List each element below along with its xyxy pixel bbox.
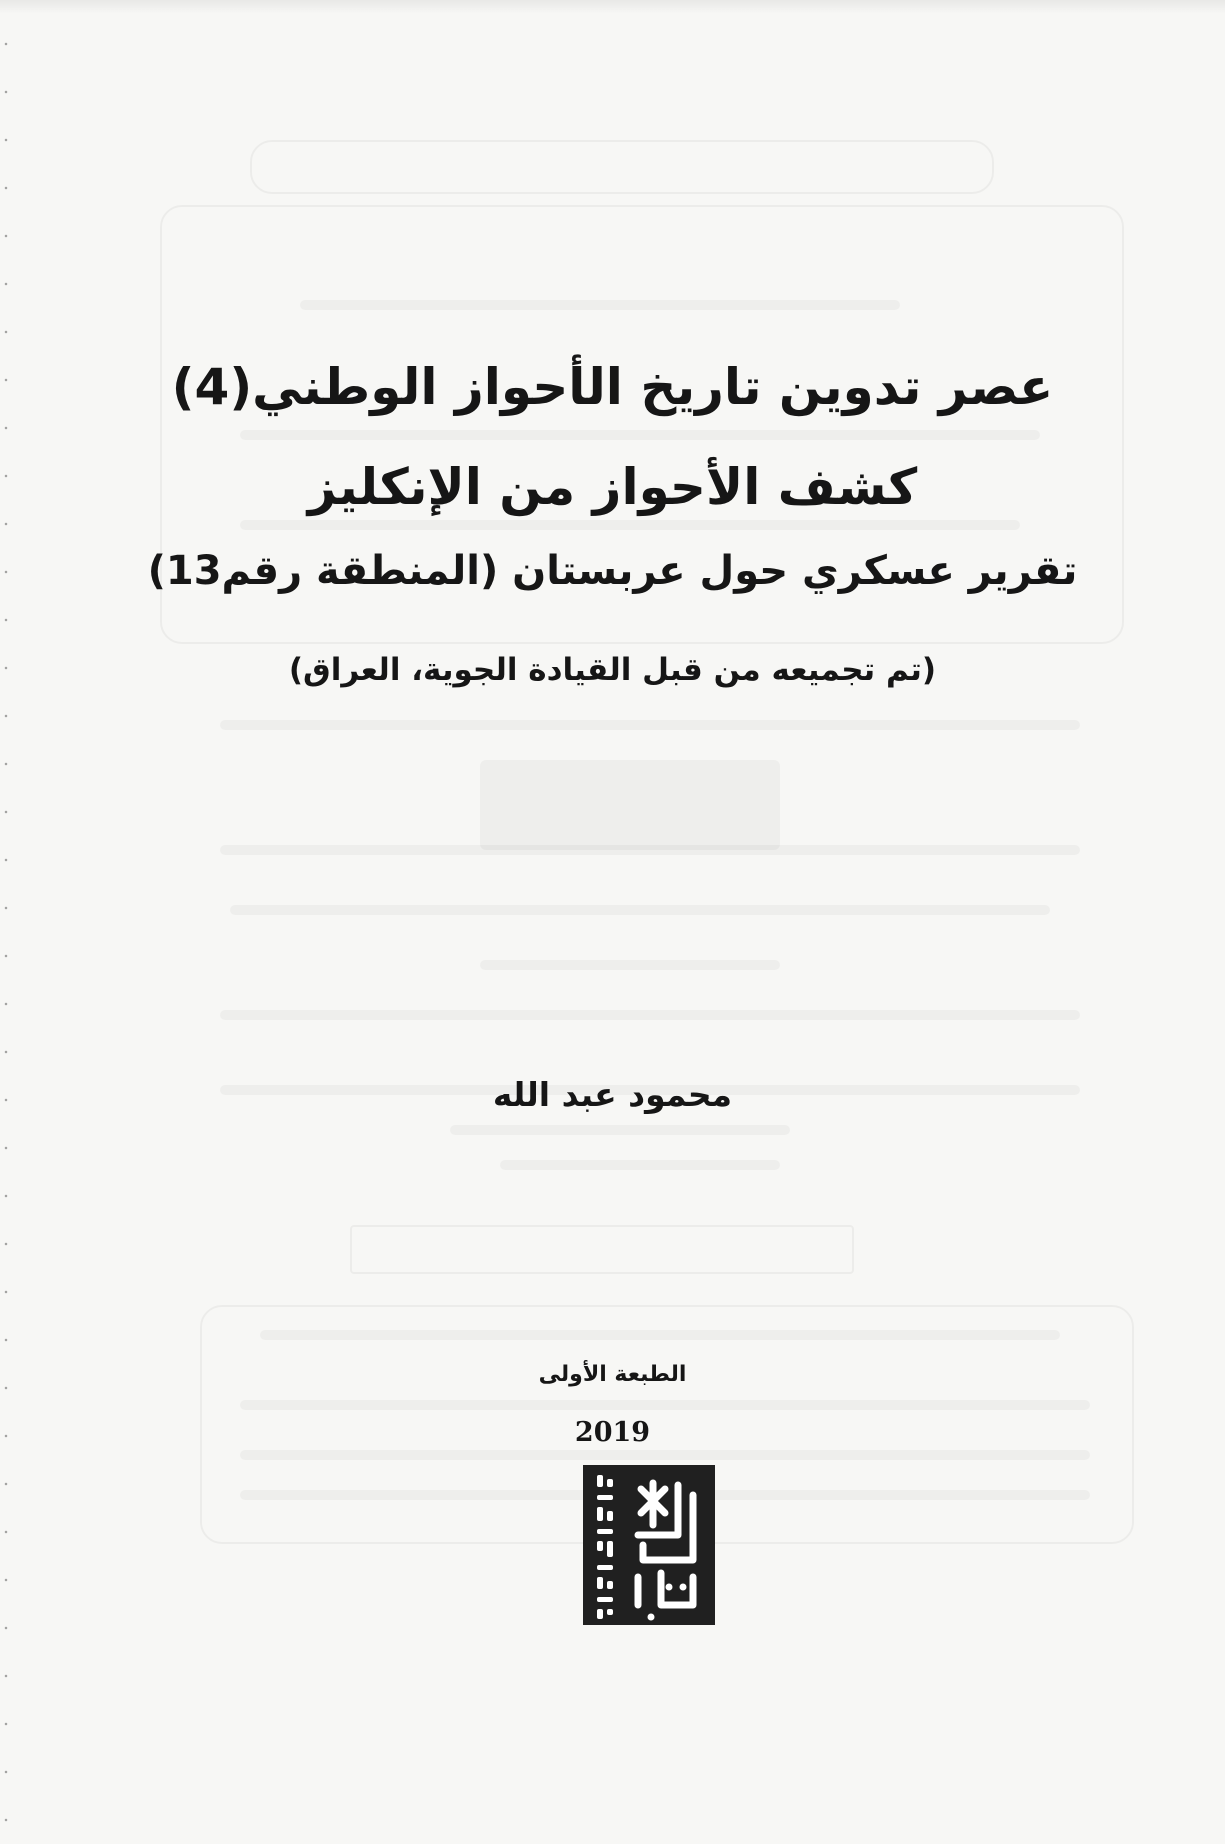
show-through-line [240, 1400, 1090, 1410]
scan-top-edge [0, 0, 1225, 14]
show-through-line [230, 905, 1050, 915]
compilation-note: (تم تجميعه من قبل القيادة الجوية، العراق) [288, 652, 937, 688]
show-through-frame [250, 140, 994, 194]
show-through-line [240, 520, 1020, 530]
show-through-frame [350, 1225, 854, 1274]
publisher-logo [583, 1465, 715, 1625]
show-through-line [500, 1160, 780, 1170]
book-subtitle: تقرير عسكري حول عربستان (المنطقة رقم13) [147, 548, 1078, 594]
series-title: عصر تدوين تاريخ الأحواز الوطني(4) [171, 358, 1054, 416]
show-through-line [220, 1010, 1080, 1020]
show-through-line [240, 1450, 1090, 1460]
book-title: كشف الأحواز من الإنكليز [307, 458, 918, 516]
show-through-line [450, 1125, 790, 1135]
publication-year: 2019 [574, 1417, 651, 1448]
binding-edge-marks [0, 0, 10, 1844]
show-through-line [220, 845, 1080, 855]
show-through-line [220, 720, 1080, 730]
show-through-line [260, 1330, 1060, 1340]
author-name: محمود عبد الله [492, 1075, 733, 1114]
show-through-line [480, 760, 780, 850]
show-through-line [480, 960, 780, 970]
show-through-line [300, 300, 900, 310]
edition-label: الطبعة الأولى [538, 1362, 687, 1387]
show-through-line [240, 430, 1040, 440]
